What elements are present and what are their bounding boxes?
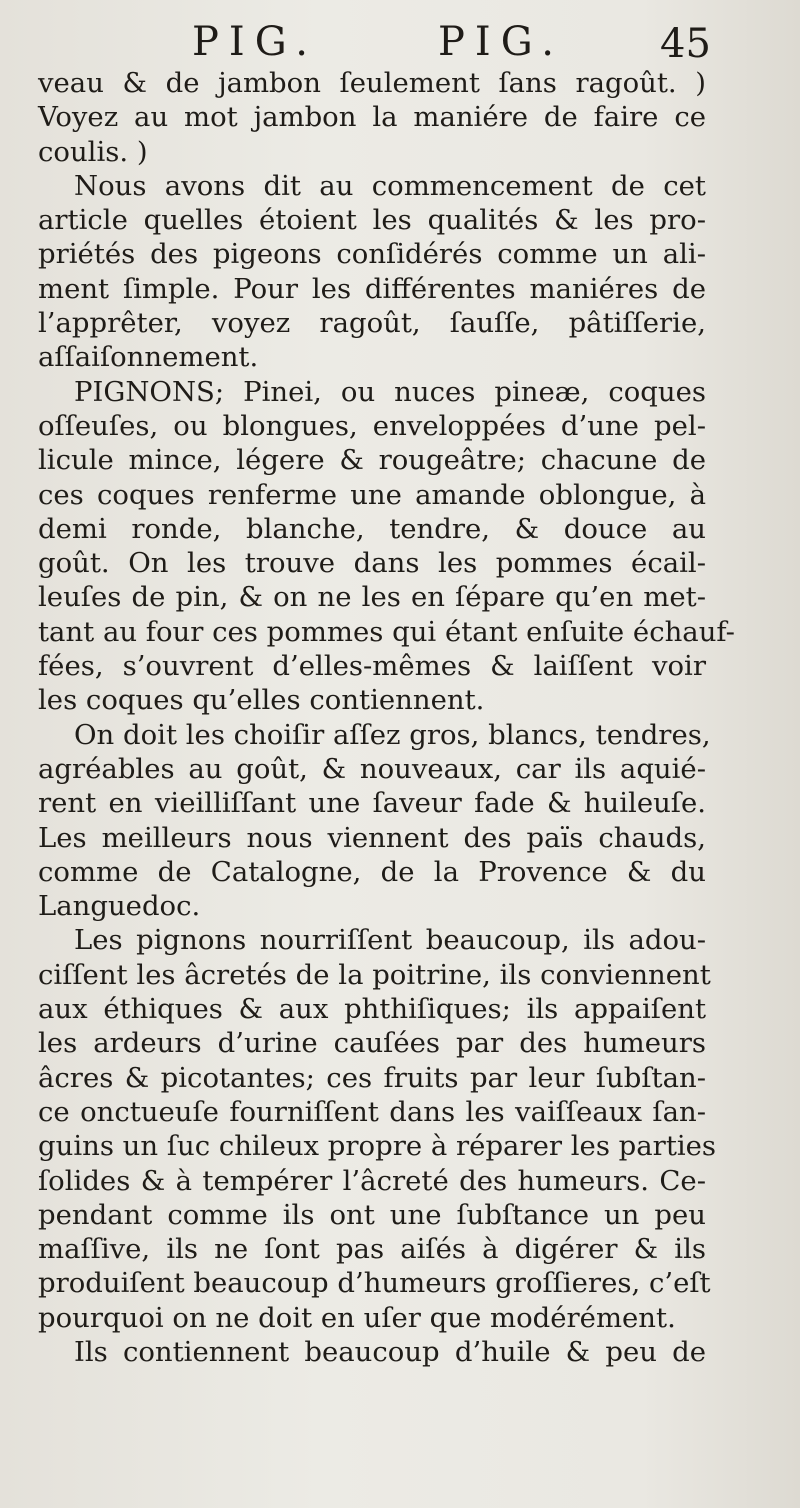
text-line: ſolides & à tempérer l’âcreté des humeurs. Ce-: [38, 1164, 706, 1197]
text-line: leuſes de pin, & on ne les en ſépare qu’en met-: [38, 581, 706, 614]
text-line: les coques qu’elles contiennent.: [38, 684, 485, 717]
text-line: aſſaiſonnement.: [38, 341, 259, 374]
text-line: ces coques renferme une amande oblongue, à: [38, 478, 706, 511]
text-line: demi ronde, blanche, tendre, & douce au: [38, 512, 706, 545]
header-right-word: PIG.: [438, 19, 564, 65]
text-line: pendant comme ils ont une ſubſtance un peu: [38, 1198, 706, 1231]
text-line: oſſeuſes, ou blongues, enveloppées d’une pel-: [38, 409, 706, 442]
text-line: licule mince, légere & rougeâtre; chacune de: [38, 444, 706, 477]
text-line: coulis. ): [38, 135, 148, 168]
text-line: les ardeurs d’urine cauſées par des humeurs: [38, 1027, 706, 1060]
text-line: l’apprêter, voyez ragoût, ſauſſe, pâtiſſerie,: [38, 307, 706, 340]
page-number: 45: [660, 21, 711, 67]
text-line: Les pignons nourriſſent beaucoup, ils adou-: [74, 924, 706, 957]
text-line: guins un ſuc chileux propre à réparer les parties: [38, 1130, 717, 1163]
text-line: fées, s’ouvrent d’elles-mêmes & laiſſent voir: [38, 650, 706, 683]
body-text: [38, 66, 735, 1369]
text-line: Languedoc.: [38, 890, 201, 923]
text-line: article quelles étoient les qualités & les pro-: [38, 204, 706, 237]
text-line: tant au four ces pommes qui étant enſuite échauf-: [38, 615, 735, 648]
text-line: ciſſent les âcretés de la poitrine, ils conviennent: [38, 958, 711, 991]
text-line: priétés des pigeons conſidérés comme un ali-: [38, 238, 706, 271]
text-line: produiſent beaucoup d’humeurs groſſieres, c’eſt: [38, 1267, 711, 1300]
text-line: pourquoi on ne doit en uſer que modérément.: [38, 1301, 676, 1334]
text-line: rent en vieilliſſant une ſaveur fade & huileuſe.: [38, 787, 706, 820]
text-line: aux éthiques & aux phthiſiques; ils appaiſent: [38, 993, 706, 1026]
text-line: goût. On les trouve dans les pommes écail-: [38, 547, 706, 580]
header-left-word: PIG.: [192, 19, 318, 65]
text-line: maſſive, ils ne ſont pas aiſés à digérer & ils: [38, 1233, 706, 1266]
text-line: Voyez au mot jambon la maniére de faire ce: [38, 101, 706, 134]
text-line: Nous avons dit au commencement de cet: [74, 169, 706, 202]
text-line: On doit les choiſir aſſez gros, blancs, tendres,: [74, 718, 711, 751]
text-line: âcres & picotantes; ces fruits par leur ſubſtan-: [38, 1061, 706, 1094]
text-line: ment ſimple. Pour les différentes maniéres de: [38, 272, 706, 305]
text-line: agréables au goût, & nouveaux, car ils aquié-: [38, 752, 706, 785]
text-line: Ils contiennent beaucoup d’huile & peu de: [74, 1335, 706, 1368]
text-line: ce onctueuſe fourniſſent dans les vaiſſeaux ſan-: [38, 1095, 706, 1128]
text-line: PIGNONS; Pinei, ou nuces pineæ, coques: [74, 375, 706, 408]
text-line: comme de Catalogne, de la Provence & du: [38, 855, 706, 888]
text-line: veau & de jambon ſeulement ſans ragoût. ): [38, 67, 706, 99]
text-line: Les meilleurs nous viennent des païs chauds,: [38, 821, 706, 854]
